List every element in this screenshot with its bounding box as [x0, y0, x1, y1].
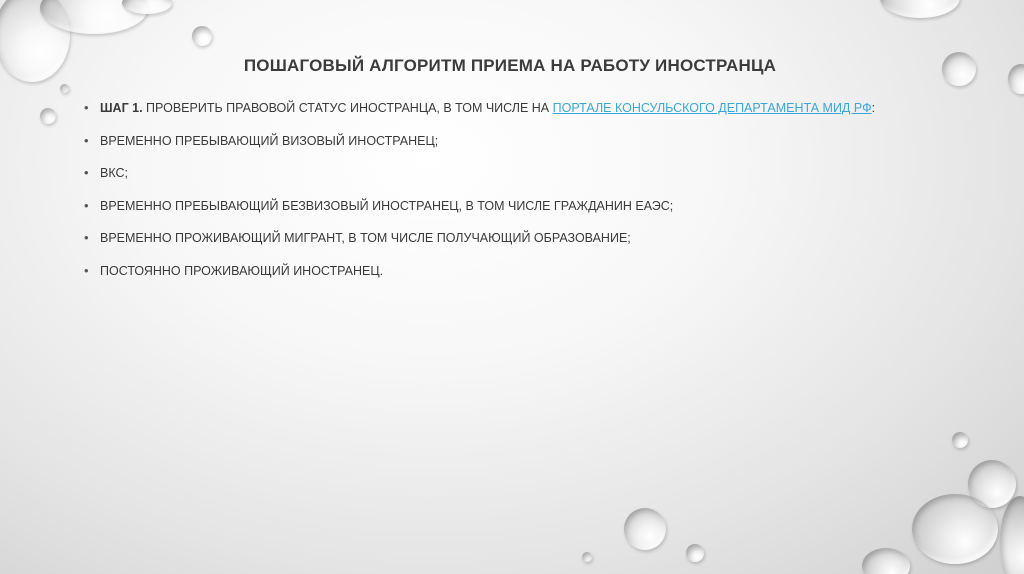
list-item: • ВРЕМЕННО ПРОЖИВАЮЩИЙ МИГРАНТ, В ТОМ ЧИСЛЕ ПОЛУЧАЮЩИЙ ОБРАЗОВАНИЕ; [84, 228, 964, 261]
water-drop-decoration [862, 548, 910, 574]
water-drop-decoration [912, 494, 998, 564]
step-text: ПРОВЕРИТЬ ПРАВОВОЙ СТАТУС ИНОСТРАНЦА, В ТОМ ЧИСЛЕ НА [142, 101, 553, 115]
slide-title: ПОШАГОВЫЙ АЛГОРИТМ ПРИЕМА НА РАБОТУ ИНОСТРАНЦА [243, 56, 777, 75]
list-item: • ВКС; [84, 163, 964, 196]
water-drop-decoration [952, 432, 968, 448]
list-item: • ПОСТОЯННО ПРОЖИВАЮЩИЙ ИНОСТРАНЕЦ. [84, 261, 964, 294]
water-drop-decoration [1000, 496, 1024, 574]
water-drop-decoration [880, 0, 960, 18]
water-drop-decoration [582, 552, 592, 562]
step-label: ШАГ 1. [100, 101, 143, 115]
consular-portal-link[interactable]: ПОРТАЛЕ КОНСУЛЬСКОГО ДЕПАРТАМЕНТА МИД РФ [552, 101, 872, 115]
list-item-step-1 [84, 98, 964, 131]
water-drop-decoration [192, 26, 212, 46]
water-drop-decoration [942, 52, 976, 86]
step-suffix: : [871, 101, 876, 115]
water-drop-decoration [40, 108, 56, 124]
water-drop-decoration [60, 84, 69, 93]
water-drop-decoration [624, 508, 666, 550]
water-drop-decoration [1008, 64, 1024, 94]
bullet-list [84, 98, 964, 293]
list-item: • ВРЕМЕННО ПРЕБЫВАЮЩИЙ ВИЗОВЫЙ ИНОСТРАНЕЦ; [84, 131, 964, 164]
list-item: • ВРЕМЕННО ПРЕБЫВАЮЩИЙ БЕЗВИЗОВЫЙ ИНОСТРАНЕЦ, В ТОМ ЧИСЛЕ ГРАЖДАНИН ЕАЭС; [84, 196, 964, 229]
water-drop-decoration [686, 544, 704, 562]
